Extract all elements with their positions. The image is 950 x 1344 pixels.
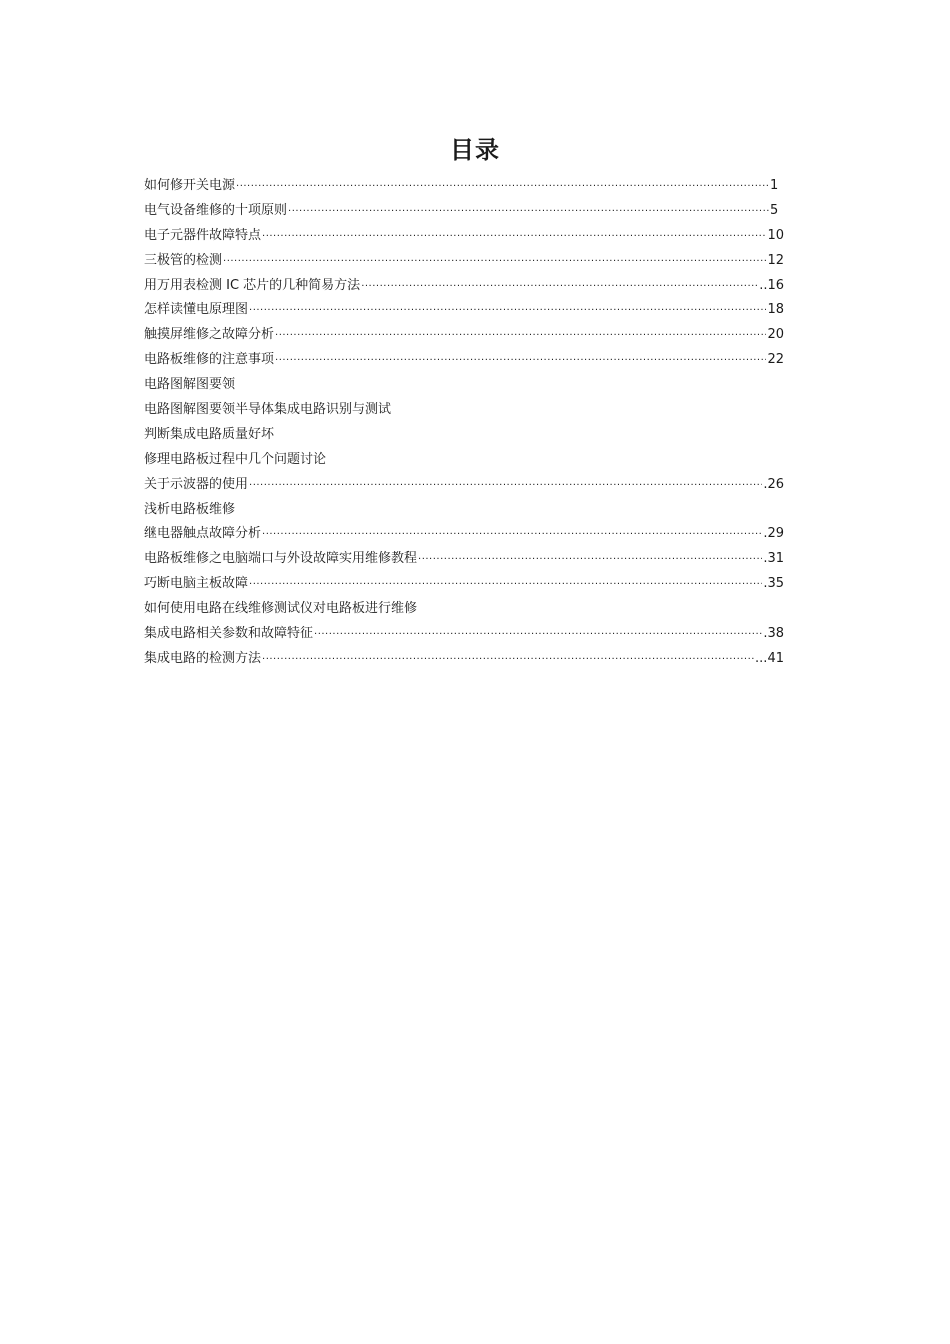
toc-entry[interactable] bbox=[144, 448, 784, 473]
toc-entry[interactable] bbox=[144, 298, 784, 323]
toc-entry-title: 用万用表检测 IC 芯片的几种简易方法 bbox=[144, 277, 361, 293]
toc-dot-leader bbox=[249, 474, 762, 498]
toc-entry[interactable] bbox=[144, 398, 784, 423]
toc-dot-leader bbox=[361, 275, 758, 299]
toc-entry-title: 三极管的检测 bbox=[144, 252, 223, 268]
toc-entry[interactable] bbox=[144, 199, 784, 224]
toc-entry-title: 巧断电脑主板故障 bbox=[144, 576, 249, 592]
toc-entry[interactable] bbox=[144, 224, 784, 249]
toc-dot-leader bbox=[249, 299, 766, 323]
toc-entry-page-number: 5 bbox=[770, 202, 779, 218]
toc-dot-leader bbox=[275, 349, 766, 373]
toc-entry[interactable] bbox=[144, 373, 784, 398]
toc-entry-title: 集成电路相关参数和故障特征 bbox=[144, 626, 314, 642]
toc-entry-page-number: 12 bbox=[767, 252, 784, 268]
toc-entry-title: 怎样读懂电原理图 bbox=[144, 302, 249, 318]
toc-entry-title: 如何修开关电源 bbox=[144, 178, 236, 193]
toc-entry[interactable] bbox=[144, 522, 784, 547]
toc-dot-leader bbox=[262, 648, 754, 672]
toc-entry-title: 判断集成电路质量好坏 bbox=[144, 426, 275, 442]
toc-entry[interactable] bbox=[144, 348, 784, 373]
toc-entry-title: 关于示波器的使用 bbox=[144, 476, 249, 492]
toc-entry-page-number: 1 bbox=[770, 178, 779, 193]
toc-dot-leader bbox=[262, 523, 762, 547]
toc-entry-title: 集成电路的检测方法 bbox=[144, 650, 262, 666]
toc-entry-title: 如何使用电路在线维修测试仪对电路板进行维修 bbox=[144, 601, 418, 617]
toc-entry[interactable] bbox=[144, 423, 784, 448]
toc-entry[interactable] bbox=[144, 174, 784, 199]
toc-entry-page-number: ...41 bbox=[755, 650, 784, 666]
toc-entry-page-number: .38 bbox=[763, 626, 784, 642]
toc-title: 目录 bbox=[450, 136, 500, 164]
toc-entry[interactable] bbox=[144, 647, 784, 672]
toc-dot-leader bbox=[262, 225, 766, 249]
toc-entry-page-number: .26 bbox=[763, 476, 784, 492]
toc-entry-page-number: 22 bbox=[767, 352, 784, 368]
toc-entry-title: 电子元器件故障特点 bbox=[144, 227, 262, 243]
toc-entry-page-number: 10 bbox=[767, 227, 784, 243]
toc-entry[interactable] bbox=[144, 249, 784, 274]
toc-entry[interactable] bbox=[144, 597, 784, 622]
toc-entry-title: 电路板维修的注意事项 bbox=[144, 352, 275, 368]
toc-entry-title: 电路图解图要领 bbox=[144, 377, 236, 393]
toc-entry-page-number: .31 bbox=[763, 551, 784, 567]
toc-entry-page-number: .29 bbox=[763, 526, 784, 542]
toc-entry-page-number: ..16 bbox=[759, 277, 784, 293]
toc-entry[interactable] bbox=[144, 572, 784, 597]
toc-dot-leader bbox=[249, 573, 762, 597]
toc-dot-leader bbox=[223, 250, 766, 274]
toc-entry[interactable] bbox=[144, 622, 784, 647]
toc-entry[interactable] bbox=[144, 323, 784, 348]
toc-entry-title: 继电器触点故障分析 bbox=[144, 526, 262, 542]
toc-entry-page-number: .35 bbox=[763, 576, 784, 592]
toc-entry[interactable] bbox=[144, 274, 784, 299]
toc-entry-page-number: 20 bbox=[767, 327, 784, 343]
toc-list bbox=[144, 174, 784, 672]
toc-entry[interactable] bbox=[144, 498, 784, 523]
toc-dot-leader bbox=[418, 548, 762, 572]
toc-entry-title: 电气设备维修的十项原则 bbox=[144, 202, 288, 218]
toc-entry-title: 电路板维修之电脑端口与外设故障实用维修教程 bbox=[144, 551, 418, 567]
toc-entry-title: 电路图解图要领半导体集成电路识别与测试 bbox=[144, 402, 392, 418]
toc-entry-title: 浅析电路板维修 bbox=[144, 501, 236, 517]
toc-dot-leader bbox=[236, 175, 769, 199]
toc-entry-page-number: 18 bbox=[767, 302, 784, 318]
toc-dot-leader bbox=[314, 623, 762, 647]
toc-entry-title: 触摸屏维修之故障分析 bbox=[144, 327, 275, 343]
toc-entry[interactable] bbox=[144, 473, 784, 498]
toc-entry-title: 修理电路板过程中几个问题讨论 bbox=[144, 451, 327, 467]
toc-dot-leader bbox=[275, 324, 766, 348]
toc-entry[interactable] bbox=[144, 547, 784, 572]
toc-dot-leader bbox=[288, 200, 769, 224]
